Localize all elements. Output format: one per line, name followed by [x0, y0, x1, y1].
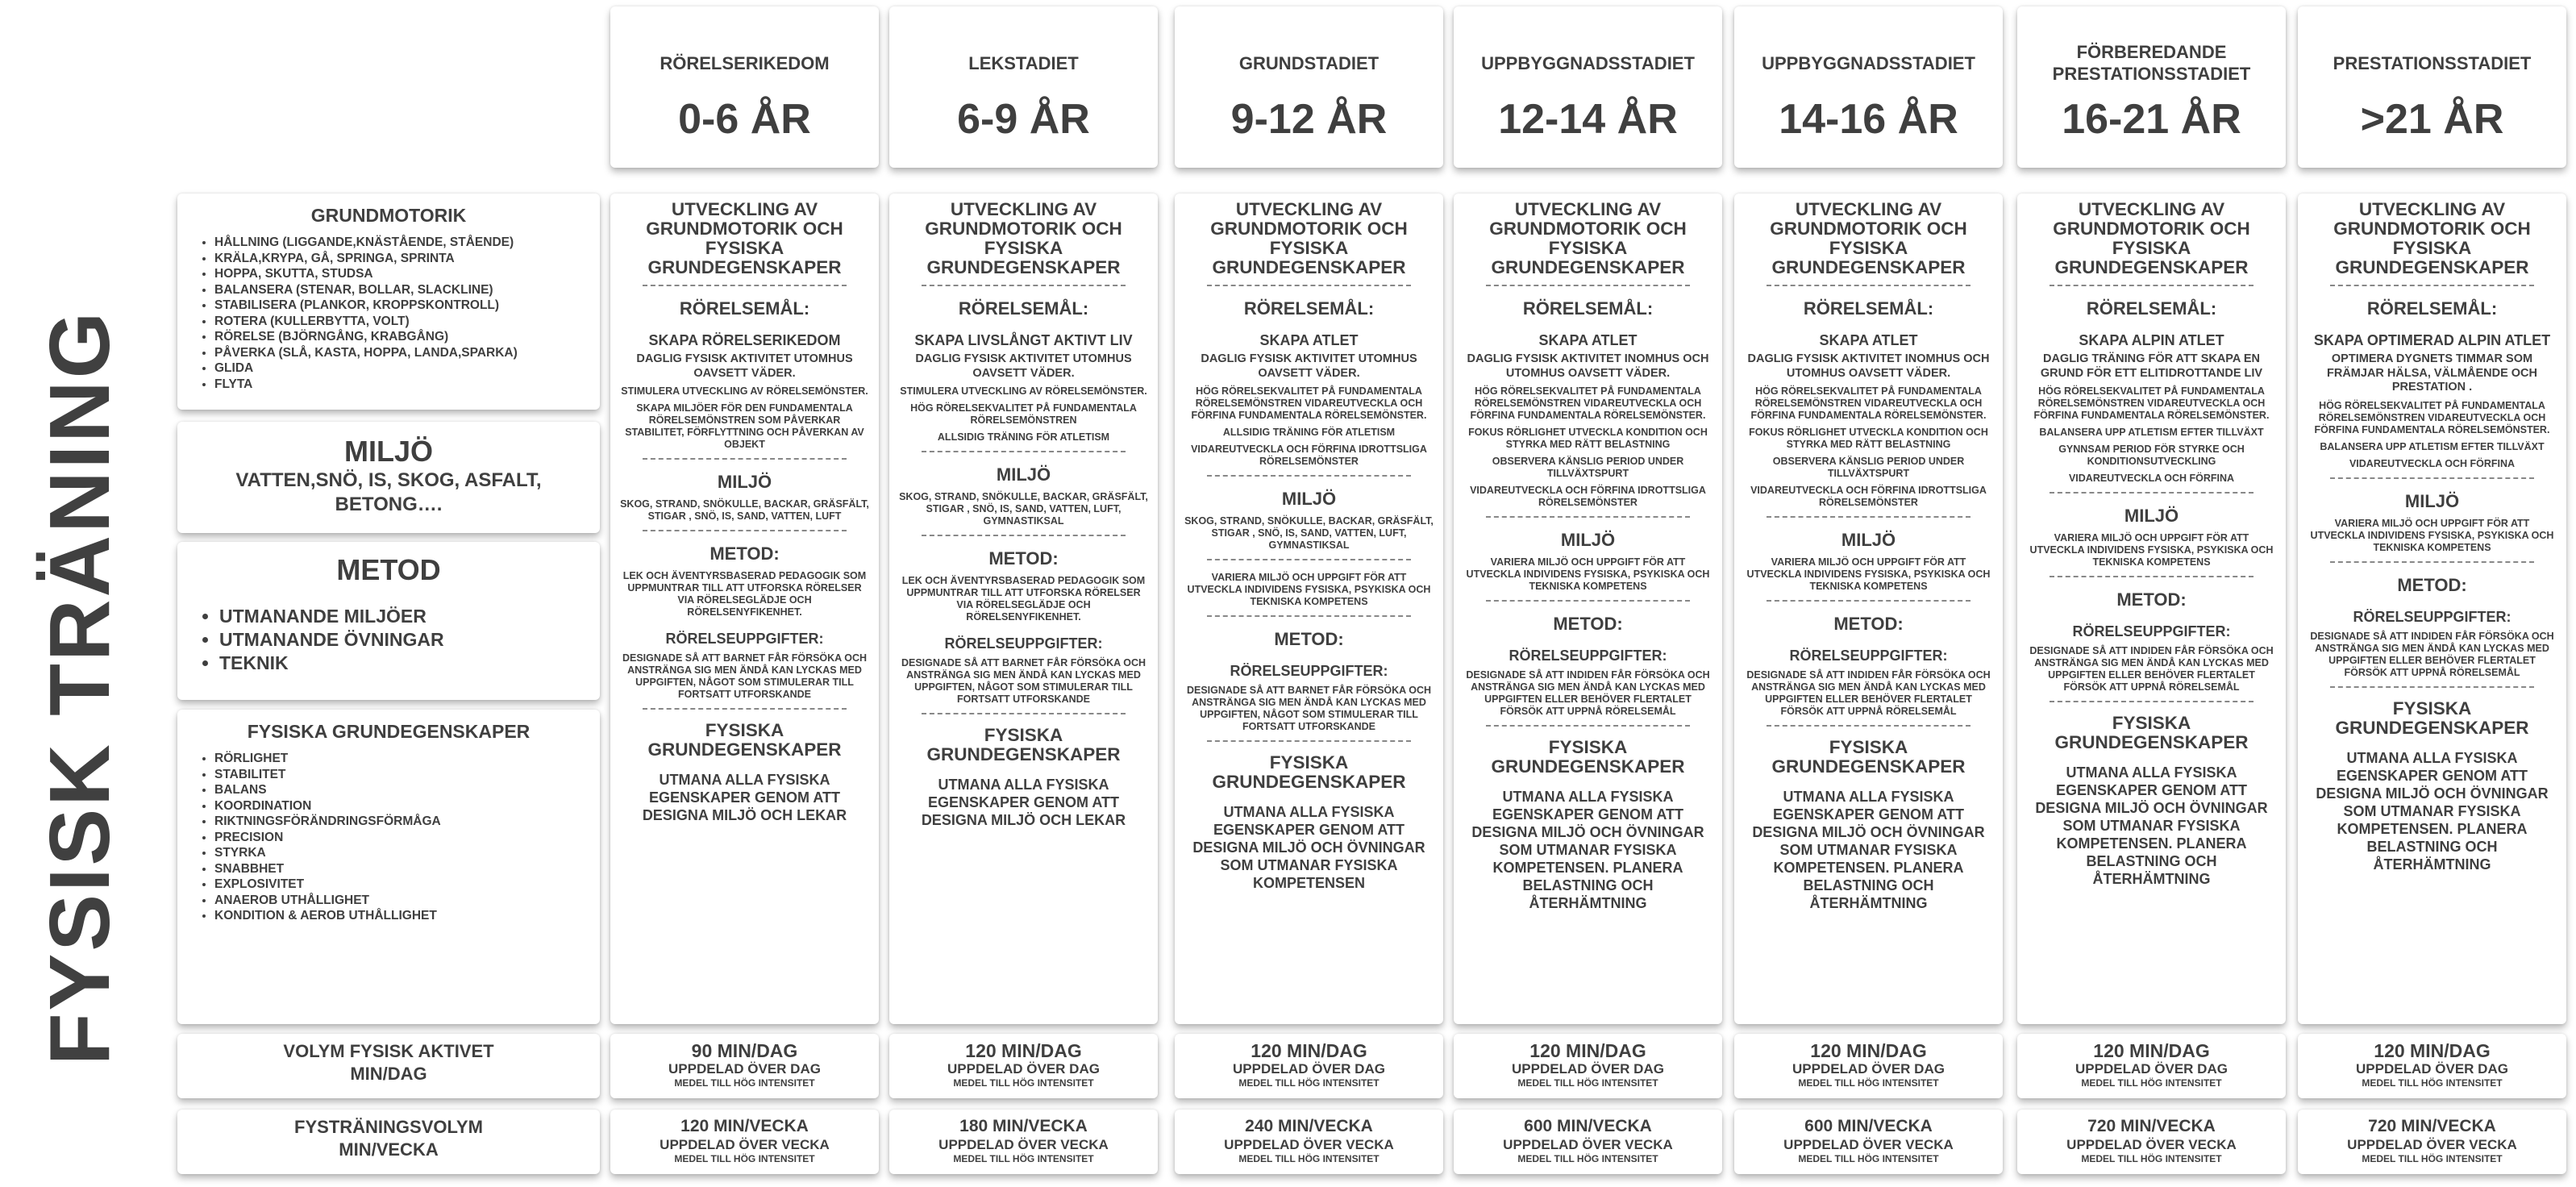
stage-content-card [1734, 194, 2003, 1024]
content-detail: DESIGNADE SÅ ATT INDIDEN FÅR FÖRSÖKA OCH ANSTRÄNGA SIG MEN ÄNDÅ KAN LYCKAS MED UPPGIFTEN ELLER BEHÖVER FLERTALET FÖRSÖK ATT UPPNÅ RÖRELSEMÅL [2029, 645, 2274, 693]
grundmotorik-item: • HÅLLNING (LIGGANDE,KNÄSTÅENDE, STÅENDE) [214, 235, 585, 251]
volym-vecka-card [1734, 1110, 2003, 1174]
divider [1207, 740, 1411, 742]
volym-aktivitet-text: VOLYM FYSISK AKTIVET MIN/DAG [283, 1041, 494, 1084]
volym-vecka-split: UPPDELAD ÖVER VECKA [938, 1137, 1109, 1152]
content-detail: SKAPA MILJÖER FÖR DEN FUNDAMENTALA RÖRELSEMÖNSTREN SOM PÅVERKAR STABILITET, FÖRFLYTTNING OCH PÅVERKAN AV OBJEKT [625, 402, 864, 450]
content-subheading: MILJÖ [996, 464, 1051, 485]
fysiska-item: • ANAEROB UTHÅLLIGHET [214, 893, 585, 909]
content-heading: UTVECKLING AV GRUNDMOTORIK OCH FYSISKA GRUNDEGENSKAPER [2053, 199, 2250, 277]
content-heading: FYSISKA GRUNDEGENSKAPER [647, 720, 842, 760]
stage-name: UPPBYGGNADSSTADIET [1762, 52, 1975, 73]
volym-vecka-card [610, 1110, 879, 1174]
content-detail: VARIERA MILJÖ OCH UPPGIFT FÖR ATT UTVECKLA INDIVIDENS FYSISKA, PSYKISKA OCH TEKNISKA KOMPETENS [1466, 556, 1710, 592]
volym-dag-card [1454, 1034, 1722, 1098]
content-goal: RÖRELSEUPPGIFTER: [665, 631, 824, 647]
grundmotorik-item: • KRÄLA,KRYPA, GÅ, SPRINGA, SPRINTA [214, 251, 585, 267]
stage-content-card [889, 194, 1158, 1024]
volym-vecka-intensity: MEDEL TILL HÖG INTENSITET [2362, 1153, 2503, 1164]
content-goal: RÖRELSEUPPGIFTER: [1230, 663, 1388, 679]
content-goal: SKAPA ALPIN ATLET [2079, 332, 2224, 348]
stage-header-card [1734, 6, 2003, 168]
content-detail: DESIGNADE SÅ ATT BARNET FÅR FÖRSÖKA OCH ANSTRÄNGA SIG MEN ÄNDÅ KAN LYCKAS MED UPPGIFTEN, NÅGOT SOM STIMULERAR TILL FORTSATT UTFORSKANDE [901, 657, 1146, 705]
miljo-title: MILJÖ [343, 435, 433, 468]
stage-age: 12-14 ÅR [1498, 96, 1678, 143]
content-heading: FYSISKA GRUNDEGENSKAPER [2335, 698, 2529, 738]
metod-list [219, 605, 585, 675]
miljo-card [177, 422, 600, 533]
content-goal: UTMANA ALLA FYSISKA EGENSKAPER GENOM ATT DESIGNA MILJÖ OCH ÖVNINGAR SOM UTMANAR FYSISKA KOMPETENSEN. PLANERA BELASTNING OCH ÅTERHÄMTNING [2316, 749, 2549, 873]
volym-dag-split: UPPDELAD ÖVER DAG [1512, 1061, 1664, 1077]
content-detail: VIDAREUTVECKLA OCH FÖRFINA IDROTTSLIGA RÖRELSEMÖNSTER [1191, 444, 1427, 467]
fysiska-list [214, 751, 585, 924]
content-goal: UTMANA ALLA FYSISKA EGENSKAPER GENOM ATT DESIGNA MILJÖ OCH ÖVNINGAR SOM UTMANAR FYSISKA KOMPETENSEN. PLANERA BELASTNING OCH ÅTERHÄMTNING [1752, 789, 1985, 911]
volym-vecka-card [1454, 1110, 1722, 1174]
content-detail: ALLSIDIG TRÄNING FÖR ATLETISM [1222, 427, 1396, 438]
metod-item: • UTMANANDE MILJÖER [219, 605, 585, 628]
content-subheading: RÖRELSEMÅL: [679, 298, 810, 319]
volym-vecka-card [889, 1110, 1158, 1174]
content-subheading: METOD: [2116, 589, 2187, 610]
divider [643, 285, 847, 286]
grundmotorik-item: • STABILISERA (PLANKOR, KROPPSKONTROLL) [214, 298, 585, 314]
grundmotorik-item: • HOPPA, SKUTTA, STUDSA [214, 266, 585, 282]
grundmotorik-card [177, 194, 600, 410]
divider [2330, 686, 2534, 688]
content-heading: FYSISKA GRUNDEGENSKAPER [2054, 713, 2249, 752]
content-subheading: RÖRELSEMÅL: [1803, 298, 1934, 319]
volym-vecka-split: UPPDELAD ÖVER VECKA [1503, 1137, 1673, 1152]
fysvolym-text: FYSTRÄNINGSVOLYM MIN/VECKA [294, 1117, 483, 1160]
volym-dag-value: 120 MIN/DAG [2093, 1040, 2210, 1061]
volym-dag-intensity: MEDEL TILL HÖG INTENSITET [1238, 1077, 1380, 1089]
content-detail: HÖG RÖRELSEKVALITET PÅ FUNDAMENTALA RÖRELSEMÖNSTREN VIDAREUTVECKLA OCH FÖRFINA FUNDAMENTALA RÖRELSEMÖNSTER. [2314, 399, 2550, 435]
divider [2050, 576, 2253, 577]
metod-item: • UTMANANDE ÖVNINGAR [219, 628, 585, 652]
divider [2050, 701, 2253, 702]
stage-age: 9-12 ÅR [1230, 96, 1388, 143]
volym-vecka-value: 180 MIN/VECKA [959, 1117, 1088, 1135]
fysiska-item: • KOORDINATION [214, 798, 585, 814]
volym-aktivitet-label [177, 1034, 600, 1098]
stage-age: 16-21 ÅR [2062, 96, 2241, 143]
content-detail: SKOG, STRAND, SNÖKULLE, BACKAR, GRÄSFÄLT, STIGAR , SNÖ, IS, SAND, VATTEN, LUFT [620, 498, 869, 522]
content-detail: STIMULERA UTVECKLING AV RÖRELSEMÖNSTER. [900, 385, 1147, 397]
content-heading: FYSISKA GRUNDEGENSKAPER [1771, 737, 1966, 777]
content-detail: OBSERVERA KÄNSLIG PERIOD UNDER TILLVÄXTSPURT [1772, 456, 1965, 479]
volym-dag-value: 120 MIN/DAG [1529, 1040, 1646, 1061]
volym-dag-card [889, 1034, 1158, 1098]
content-detail: HÖG RÖRELSEKVALITET PÅ FUNDAMENTALA RÖRELSEMÖNSTREN VIDAREUTVECKLA OCH FÖRFINA FUNDAMENTALA RÖRELSEMÖNSTER. [2033, 385, 2270, 421]
content-detail: FOKUS RÖRLIGHET UTVECKLA KONDITION OCH STYRKA MED RÄTT BELASTNING [1468, 427, 1708, 450]
content-detail: BALANSERA UPP ATLETISM EFTER TILLVÄXT [2039, 427, 2264, 438]
content-detail: VIDAREUTVECKLA OCH FÖRFINA [2068, 473, 2235, 484]
fysiska-title: FYSISKA GRUNDEGENSKAPER [247, 721, 531, 742]
content-detail: DESIGNADE SÅ ATT BARNET FÅR FÖRSÖKA OCH ANSTRÄNGA SIG MEN ÄNDÅ KAN LYCKAS MED UPPGIFTEN, NÅGOT SOM STIMULERAR TILL FORTSATT UTFORSKANDE [1186, 685, 1431, 732]
divider [643, 708, 847, 710]
content-goal: SKAPA ATLET [1259, 332, 1359, 348]
content-heading: UTVECKLING AV GRUNDMOTORIK OCH FYSISKA GRUNDEGENSKAPER [2333, 199, 2531, 277]
stage-name: GRUNDSTADIET [1238, 52, 1380, 73]
content-text: DAGLIG TRÄNING FÖR ATT SKAPA EN GRUND FÖR ETT ELITIDROTTANDE LIV [2040, 352, 2263, 380]
divider [1207, 615, 1411, 617]
divider [2330, 477, 2534, 479]
stage-content-card [1175, 194, 1443, 1024]
volym-vecka-value: 120 MIN/VECKA [680, 1117, 809, 1135]
volym-dag-split: UPPDELAD ÖVER DAG [2075, 1061, 2228, 1077]
volym-vecka-card [1175, 1110, 1443, 1174]
grundmotorik-item: • FLYTA [214, 377, 585, 393]
stage-name: UPPBYGGNADSSTADIET [1481, 52, 1695, 73]
content-detail: VARIERA MILJÖ OCH UPPGIFT FÖR ATT UTVECKLA INDIVIDENS FYSISKA, PSYKISKA OCH TEKNISKA KOMPETENS [2310, 517, 2554, 553]
grundmotorik-item: • RÖRELSE (BJÖRNGÅNG, KRABGÅNG) [214, 329, 585, 345]
content-detail: ALLSIDIG TRÄNING FÖR ATLETISM [937, 431, 1110, 443]
content-goal: SKAPA LIVSLÅNGT AKTIVT LIV [914, 332, 1133, 348]
page-title-text: FYSISK TRÄNING [32, 309, 128, 1066]
content-goal: UTMANA ALLA FYSISKA EGENSKAPER GENOM ATT DESIGNA MILJÖ OCH ÖVNINGAR SOM UTMANAR FYSISKA KOMPETENSEN. PLANERA BELASTNING OCH ÅTERHÄMTNING [1471, 789, 1704, 911]
volym-vecka-split: UPPDELAD ÖVER VECKA [2066, 1137, 2237, 1152]
divider [1207, 285, 1411, 286]
content-goal: RÖRELSEUPPGIFTER: [2072, 623, 2231, 639]
fysiska-item: • BALANS [214, 782, 585, 798]
divider [1486, 725, 1690, 727]
content-subheading: MILJÖ [1281, 489, 1337, 509]
fysiska-item: • SNABBHET [214, 861, 585, 877]
grundmotorik-title: GRUNDMOTORIK [310, 205, 467, 226]
volym-dag-card [610, 1034, 879, 1098]
content-detail: HÖG RÖRELSEKVALITET PÅ FUNDAMENTALA RÖRELSEMÖNSTREN VIDAREUTVECKLA OCH FÖRFINA FUNDAMENTALA RÖRELSEMÖNSTER. [1470, 385, 1706, 421]
fysvolym-label [177, 1110, 600, 1174]
grundmotorik-item: • ROTERA (KULLERBYTTA, VOLT) [214, 314, 585, 330]
volym-dag-intensity: MEDEL TILL HÖG INTENSITET [2362, 1077, 2503, 1089]
content-goal: SKAPA RÖRELSERIKEDOM [648, 332, 841, 348]
content-detail: DESIGNADE SÅ ATT INDIDEN FÅR FÖRSÖKA OCH ANSTRÄNGA SIG MEN ÄNDÅ KAN LYCKAS MED UPPGIFTEN ELLER BEHÖVER FLERTALET FÖRSÖK ATT UPPNÅ RÖRELSEMÅL [1466, 669, 1710, 717]
content-text: DAGLIG FYSISK AKTIVITET UTOMHUS OAVSETT VÄDER. [636, 352, 853, 380]
volym-vecka-intensity: MEDEL TILL HÖG INTENSITET [1517, 1153, 1658, 1164]
volym-vecka-intensity: MEDEL TILL HÖG INTENSITET [1798, 1153, 1939, 1164]
stage-header-card [2017, 6, 2286, 168]
content-detail: VARIERA MILJÖ OCH UPPGIFT FÖR ATT UTVECKLA INDIVIDENS FYSISKA, PSYKISKA OCH TEKNISKA KOMPETENS [1746, 556, 1991, 592]
divider [1767, 516, 1970, 518]
volym-vecka-value: 600 MIN/VECKA [1804, 1117, 1933, 1135]
stage-header-card [1454, 6, 1722, 168]
grundmotorik-list [214, 235, 585, 392]
volym-dag-value: 120 MIN/DAG [965, 1040, 1082, 1061]
fysiska-item: • RIKTNINGSFÖRÄNDRINGSFÖRMÅGA [214, 814, 585, 830]
fysiska-card [177, 710, 600, 1024]
volym-dag-value: 120 MIN/DAG [1810, 1040, 1927, 1061]
content-subheading: MILJÖ [717, 472, 772, 492]
stage-name: RÖRELSERIKEDOM [660, 52, 830, 73]
volym-vecka-split: UPPDELAD ÖVER VECKA [660, 1137, 830, 1152]
content-detail: VIDAREUTVECKLA OCH FÖRFINA [2349, 457, 2516, 469]
stage-content-card [2298, 194, 2566, 1024]
content-goal: UTMANA ALLA FYSISKA EGENSKAPER GENOM ATT DESIGNA MILJÖ OCH ÖVNINGAR SOM UTMANAR FYSISKA KOMPETENSEN [1192, 804, 1425, 891]
content-detail: HÖG RÖRELSEKVALITET PÅ FUNDAMENTALA RÖRELSEMÖNSTREN VIDAREUTVECKLA OCH FÖRFINA FUNDAMENTALA RÖRELSEMÖNSTER. [1191, 385, 1427, 421]
content-detail: LEK OCH ÄVENTYRSBASERAD PEDAGOGIK SOM UPPMUNTRAR TILL ATT UTFORSKA RÖRELSER VIA RÖRELSEGLÄDJE OCH RÖRELSENYFIKENHET. [622, 570, 867, 618]
content-subheading: METOD: [1553, 614, 1623, 634]
content-detail: VIDAREUTVECKLA OCH FÖRFINA IDROTTSLIGA RÖRELSEMÖNSTER [1470, 485, 1706, 508]
content-detail: SKOG, STRAND, SNÖKULLE, BACKAR, GRÄSFÄLT, STIGAR , SNÖ, IS, SAND, VATTEN, LUFT, GYMNASTIKSAL [899, 491, 1148, 527]
content-heading: UTVECKLING AV GRUNDMOTORIK OCH FYSISKA GRUNDEGENSKAPER [1210, 199, 1408, 277]
volym-vecka-card [2017, 1110, 2286, 1174]
divider [922, 713, 1126, 714]
stage-header-card [889, 6, 1158, 168]
content-heading: UTVECKLING AV GRUNDMOTORIK OCH FYSISKA GRUNDEGENSKAPER [1489, 199, 1687, 277]
grundmotorik-item: • GLIDA [214, 360, 585, 377]
content-detail: LEK OCH ÄVENTYRSBASERAD PEDAGOGIK SOM UPPMUNTRAR TILL ATT UTFORSKA RÖRELSER VIA RÖRELSEGLÄDJE OCH RÖRELSENYFIKENHET. [901, 575, 1146, 623]
stage-content-card [2017, 194, 2286, 1024]
content-subheading: RÖRELSEMÅL: [1243, 298, 1375, 319]
volym-dag-intensity: MEDEL TILL HÖG INTENSITET [2081, 1077, 2222, 1089]
stage-content-card [1454, 194, 1722, 1024]
content-detail: VARIERA MILJÖ OCH UPPGIFT FÖR ATT UTVECKLA INDIVIDENS FYSISKA, PSYKISKA OCH TEKNISKA KOMPETENS [1187, 572, 1431, 607]
volym-dag-card [1734, 1034, 2003, 1098]
grundmotorik-item: • PÅVERKA (SLÅ, KASTA, HOPPA, LANDA,SPARKA) [214, 345, 585, 361]
grundmotorik-item: • BALANSERA (STENAR, BOLLAR, SLACKLINE) [214, 282, 585, 298]
content-subheading: RÖRELSEMÅL: [958, 298, 1089, 319]
content-heading: FYSISKA GRUNDEGENSKAPER [1212, 752, 1406, 792]
metod-title: METOD [336, 553, 441, 586]
content-goal: SKAPA ATLET [1819, 332, 1918, 348]
content-heading: FYSISKA GRUNDEGENSKAPER [926, 725, 1121, 764]
fysiska-item: • STABILITET [214, 767, 585, 783]
fysiska-item: • EXPLOSIVITET [214, 877, 585, 893]
volym-dag-split: UPPDELAD ÖVER DAG [947, 1061, 1100, 1077]
content-text: DAGLIG FYSISK AKTIVITET UTOMHUS OAVSETT VÄDER. [1201, 352, 1417, 380]
content-subheading: MILJÖ [1560, 530, 1616, 550]
volym-dag-split: UPPDELAD ÖVER DAG [2356, 1061, 2508, 1077]
stage-header-card [1175, 6, 1443, 168]
content-detail: FOKUS RÖRLIGHET UTVECKLA KONDITION OCH STYRKA MED RÄTT BELASTNING [1749, 427, 1988, 450]
content-detail: DESIGNADE SÅ ATT INDIDEN FÅR FÖRSÖKA OCH ANSTRÄNGA SIG MEN ÄNDÅ KAN LYCKAS MED UPPGIFTEN ELLER BEHÖVER FLERTALET FÖRSÖK ATT UPPNÅ RÖRELSEMÅL [1746, 669, 1991, 717]
fysiska-item: • KONDITION & AEROB UTHÅLLIGHET [214, 908, 585, 924]
divider [1486, 516, 1690, 518]
divider [1207, 559, 1411, 560]
divider [1767, 725, 1970, 727]
volym-vecka-split: UPPDELAD ÖVER VECKA [1224, 1137, 1394, 1152]
content-subheading: METOD: [988, 548, 1059, 569]
content-subheading: METOD: [1833, 614, 1904, 634]
stage-age: >21 ÅR [2360, 96, 2504, 143]
content-heading: UTVECKLING AV GRUNDMOTORIK OCH FYSISKA GRUNDEGENSKAPER [646, 199, 843, 277]
volym-dag-value: 120 MIN/DAG [1251, 1040, 1367, 1061]
content-heading: FYSISKA GRUNDEGENSKAPER [1491, 737, 1685, 777]
content-detail: DESIGNADE SÅ ATT INDIDEN FÅR FÖRSÖKA OCH ANSTRÄNGA SIG MEN ÄNDÅ KAN LYCKAS MED UPPGIFTEN ELLER BEHÖVER FLERTALET FÖRSÖK ATT UPPNÅ RÖRELSEMÅL [2310, 630, 2554, 678]
content-goal: RÖRELSEUPPGIFTER: [1509, 648, 1667, 664]
volym-vecka-intensity: MEDEL TILL HÖG INTENSITET [953, 1153, 1094, 1164]
content-detail: HÖG RÖRELSEKVALITET PÅ FUNDAMENTALA RÖRELSEMÖNSTREN VIDAREUTVECKLA OCH FÖRFINA FUNDAMENTALA RÖRELSEMÖNSTER. [1750, 385, 1987, 421]
volym-vecka-intensity: MEDEL TILL HÖG INTENSITET [674, 1153, 815, 1164]
stage-header-card [610, 6, 879, 168]
stage-name: PRESTATIONSSTADIET [2333, 52, 2532, 73]
stage-content-card [610, 194, 879, 1024]
volym-dag-intensity: MEDEL TILL HÖG INTENSITET [953, 1077, 1094, 1089]
metod-card [177, 542, 600, 700]
volym-vecka-split: UPPDELAD ÖVER VECKA [2347, 1137, 2517, 1152]
content-subheading: METOD: [710, 544, 780, 564]
divider [1767, 285, 1970, 286]
stage-age: 14-16 ÅR [1779, 96, 1958, 143]
divider [2050, 492, 2253, 494]
stage-age: 0-6 ÅR [678, 96, 811, 143]
content-text: DAGLIG FYSISK AKTIVITET INOMHUS OCH UTOMHUS OAVSETT VÄDER. [1747, 352, 1990, 380]
content-subheading: METOD: [1274, 629, 1344, 649]
fysiska-item: • STYRKA [214, 845, 585, 861]
divider [643, 530, 847, 531]
content-heading: UTVECKLING AV GRUNDMOTORIK OCH FYSISKA GRUNDEGENSKAPER [1770, 199, 1967, 277]
content-subheading: METOD: [2397, 574, 2467, 595]
stage-age: 6-9 ÅR [957, 96, 1090, 143]
volym-dag-split: UPPDELAD ÖVER DAG [1233, 1061, 1385, 1077]
content-detail: STIMULERA UTVECKLING AV RÖRELSEMÖNSTER. [621, 385, 868, 397]
volym-vecka-intensity: MEDEL TILL HÖG INTENSITET [2081, 1153, 2222, 1164]
miljo-subtitle: VATTEN,SNÖ, IS, SKOG, ASFALT, BETONG…. [235, 469, 542, 515]
content-goal: SKAPA OPTIMERAD ALPIN ATLET [2313, 332, 2551, 348]
content-detail: SKOG, STRAND, SNÖKULLE, BACKAR, GRÄSFÄLT, STIGAR , SNÖ, IS, SAND, VATTEN, LUFT, GYMNASTIKSAL [1184, 515, 1434, 551]
volym-vecka-intensity: MEDEL TILL HÖG INTENSITET [1238, 1153, 1380, 1164]
divider [2050, 285, 2253, 286]
volym-vecka-card [2298, 1110, 2566, 1174]
volym-dag-split: UPPDELAD ÖVER DAG [668, 1061, 821, 1077]
volym-dag-card [2017, 1034, 2286, 1098]
content-detail: HÖG RÖRELSEKVALITET PÅ FUNDAMENTALA RÖRELSEMÖNSTREN [910, 402, 1137, 426]
divider [2330, 285, 2534, 286]
content-subheading: MILJÖ [2124, 506, 2179, 526]
content-subheading: RÖRELSEMÅL: [1522, 298, 1654, 319]
content-detail: VARIERA MILJÖ OCH UPPGIFT FÖR ATT UTVECKLA INDIVIDENS FYSISKA, PSYKISKA OCH TEKNISKA KOMPETENS [2029, 532, 2274, 568]
metod-item: • TEKNIK [219, 652, 585, 675]
content-text: OPTIMERA DYGNETS TIMMAR SOM FRÄMJAR HÄLSA, VÄLMÅENDE OCH PRESTATION . [2327, 352, 2537, 394]
volym-dag-intensity: MEDEL TILL HÖG INTENSITET [1517, 1077, 1658, 1089]
content-detail: GYNNSAM PERIOD FÖR STYRKE OCH KONDITIONSUTVECKLING [2058, 444, 2245, 467]
divider [643, 458, 847, 460]
content-goal: RÖRELSEUPPGIFTER: [1789, 648, 1948, 664]
content-detail: VIDAREUTVECKLA OCH FÖRFINA IDROTTSLIGA RÖRELSEMÖNSTER [1750, 485, 1987, 508]
divider [1767, 600, 1970, 602]
content-goal: RÖRELSEUPPGIFTER: [2353, 608, 2511, 625]
volym-dag-intensity: MEDEL TILL HÖG INTENSITET [1798, 1077, 1939, 1089]
fysiska-item: • RÖRLIGHET [214, 751, 585, 767]
content-subheading: RÖRELSEMÅL: [2366, 298, 2498, 319]
volym-dag-value: 120 MIN/DAG [2374, 1040, 2491, 1061]
content-subheading: MILJÖ [2404, 490, 2460, 511]
content-goal: UTMANA ALLA FYSISKA EGENSKAPER GENOM ATT DESIGNA MILJÖ OCH ÖVNINGAR SOM UTMANAR FYSISKA KOMPETENSEN. PLANERA BELASTNING OCH ÅTERHÄMTNING [2035, 764, 2268, 887]
stage-name: LEKSTADIET [968, 52, 1079, 73]
volym-vecka-value: 600 MIN/VECKA [1524, 1117, 1652, 1135]
divider [922, 451, 1126, 452]
stage-name: FÖRBEREDANDE PRESTATIONSSTADIET [2052, 42, 2251, 84]
content-goal: UTMANA ALLA FYSISKA EGENSKAPER GENOM ATT DESIGNA MILJÖ OCH LEKAR [921, 777, 1126, 828]
content-detail: DESIGNADE SÅ ATT BARNET FÅR FÖRSÖKA OCH ANSTRÄNGA SIG MEN ÄNDÅ KAN LYCKAS MED UPPGIFTEN, NÅGOT SOM STIMULERAR TILL FORTSATT UTFORSKANDE [622, 652, 867, 700]
volym-vecka-value: 720 MIN/VECKA [2087, 1117, 2216, 1135]
divider [2330, 561, 2534, 563]
divider [1486, 285, 1690, 286]
content-goal: UTMANA ALLA FYSISKA EGENSKAPER GENOM ATT DESIGNA MILJÖ OCH LEKAR [642, 772, 847, 823]
divider [922, 285, 1126, 286]
volym-dag-value: 90 MIN/DAG [691, 1040, 798, 1061]
divider [1486, 600, 1690, 602]
divider [1207, 475, 1411, 477]
stage-header-card [2298, 6, 2566, 168]
content-detail: OBSERVERA KÄNSLIG PERIOD UNDER TILLVÄXTSPURT [1492, 456, 1684, 479]
volym-vecka-value: 720 MIN/VECKA [2368, 1117, 2496, 1135]
content-goal: SKAPA ATLET [1538, 332, 1638, 348]
content-subheading: RÖRELSEMÅL: [2086, 298, 2217, 319]
content-subheading: MILJÖ [1841, 530, 1896, 550]
content-detail: BALANSERA UPP ATLETISM EFTER TILLVÄXT [2320, 440, 2545, 452]
content-text: DAGLIG FYSISK AKTIVITET INOMHUS OCH UTOMHUS OAVSETT VÄDER. [1467, 352, 1709, 380]
content-goal: RÖRELSEUPPGIFTER: [944, 635, 1103, 652]
volym-dag-card [2298, 1034, 2566, 1098]
volym-dag-split: UPPDELAD ÖVER DAG [1792, 1061, 1945, 1077]
page-title [0, 198, 161, 1177]
content-heading: UTVECKLING AV GRUNDMOTORIK OCH FYSISKA GRUNDEGENSKAPER [925, 199, 1122, 277]
volym-vecka-value: 240 MIN/VECKA [1245, 1117, 1373, 1135]
content-text: DAGLIG FYSISK AKTIVITET UTOMHUS OAVSETT VÄDER. [915, 352, 1132, 380]
volym-dag-intensity: MEDEL TILL HÖG INTENSITET [674, 1077, 815, 1089]
volym-dag-card [1175, 1034, 1443, 1098]
volym-vecka-split: UPPDELAD ÖVER VECKA [1783, 1137, 1954, 1152]
fysiska-item: • PRECISION [214, 830, 585, 846]
divider [922, 535, 1126, 536]
